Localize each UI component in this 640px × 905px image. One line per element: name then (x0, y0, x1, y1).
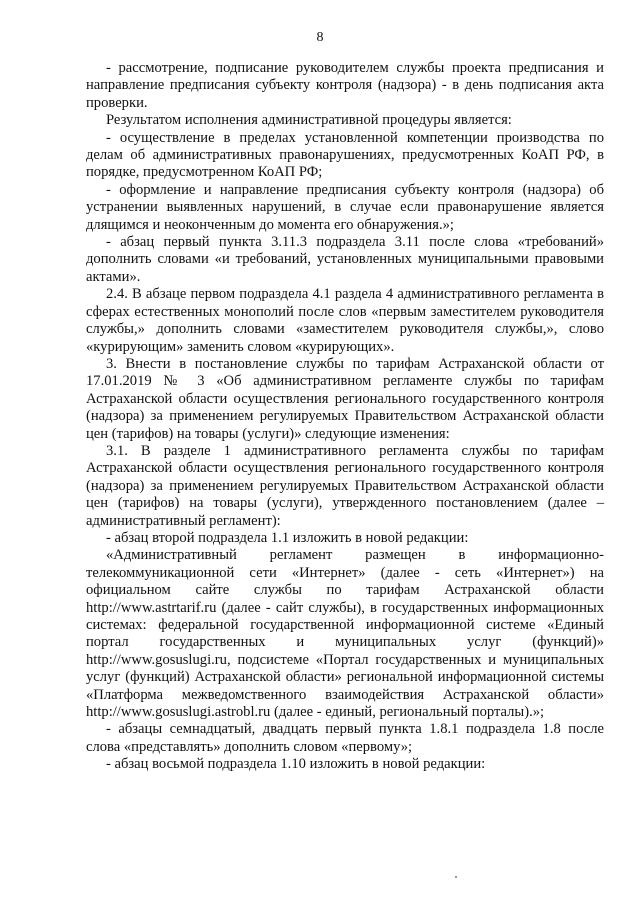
scan-speck (455, 876, 457, 878)
page-number: 8 (316, 30, 324, 45)
paragraph-item-3-1: 3.1. В разделе 1 административного регламента службы по тарифам Астраханской области осуществления регионального государственного контроля (надзора) за применением регулируемых Правительством Астраханской области цен (тарифов) на товары (услуги), утвержденного постановлением (далее – административный регламент): (86, 442, 604, 529)
paragraph-subsection-1-8: - абзацы семнадцатый, двадцать первый пункта 1.8.1 подраздела 1.8 после слова «представлять» дополнить словом «первому»; (86, 721, 604, 755)
paragraph-item-2-4: 2.4. В абзаце первом подраздела 4.1 раздела 4 административного регламента в сферах естественных монополий после слов «первым заместителем руководителя службы,» дополнить словами «заместителем руководителя службы,», слово «курирующим» заменить словом «курирующих». (86, 286, 604, 355)
document-body (86, 60, 604, 774)
paragraph-inspection-act: - рассмотрение, подписание руководителем службы проекта предписания и направление предписания субъекту контроля (надзора) - в день подписания акта проверки. (86, 60, 604, 111)
paragraph-item-3: 3. Внести в постановление службы по тарифам Астраханской области от 17.01.2019 № 3 «Об административном регламенте службы по тарифам Астраханской области осуществления регионального государственного контроля (надзора) за применением регулируемых Правительством Астраханской области цен (тарифов) на товары (услуги)» следующие изменения: (86, 355, 604, 442)
paragraph-offense-proceedings: - осуществление в пределах установленной компетенции производства по делам об административных правонарушениях, предусмотренных КоАП РФ, в порядке, предусмотренном КоАП РФ; (86, 129, 604, 181)
paragraph-regulation-placement: «Административный регламент размещен в информационно-телекоммуникационной сети «Интернет» (далее - сеть «Интернет») на официальном сайте службы по тарифам Астраханской области http://www.astrtarif.ru (далее - сайт службы), в государственных информационных системах: федеральной государственной информационной системе «Единый портал государственных и муниципальных услуг (функций)» http://www.gosuslugi.ru, подсистеме «Портал государственных и муниципальных услуг (функций) Астраханской области» региональной информационной системы «Платформа межведомственного взаимодействия Астраханской области» http://www.gosuslugi.astrobl.ru (далее - единый, региональный порталы).»; (86, 547, 604, 721)
paragraph-subsection-1-1: - абзац второй подраздела 1.1 изложить в новой редакции: (106, 529, 469, 546)
paragraph-prescription-issuance: - оформление и направление предписания субъекту контроля (надзора) об устранении выявленных нарушений, в случае если правонарушение является длящимся и неоконченным до момента его обнаружения.»; (86, 181, 604, 233)
paragraph-item-3-11-3: - абзац первый пункта 3.11.3 подраздела 3.11 после слова «требований» дополнить словами «и требований, установленных муниципальными правовыми актами». (86, 234, 604, 285)
paragraph-subsection-1-10: - абзац восьмой подраздела 1.10 изложить в новой редакции: (106, 756, 486, 773)
paragraph-procedure-result: Результатом исполнения административной процедуры является: (106, 112, 512, 129)
